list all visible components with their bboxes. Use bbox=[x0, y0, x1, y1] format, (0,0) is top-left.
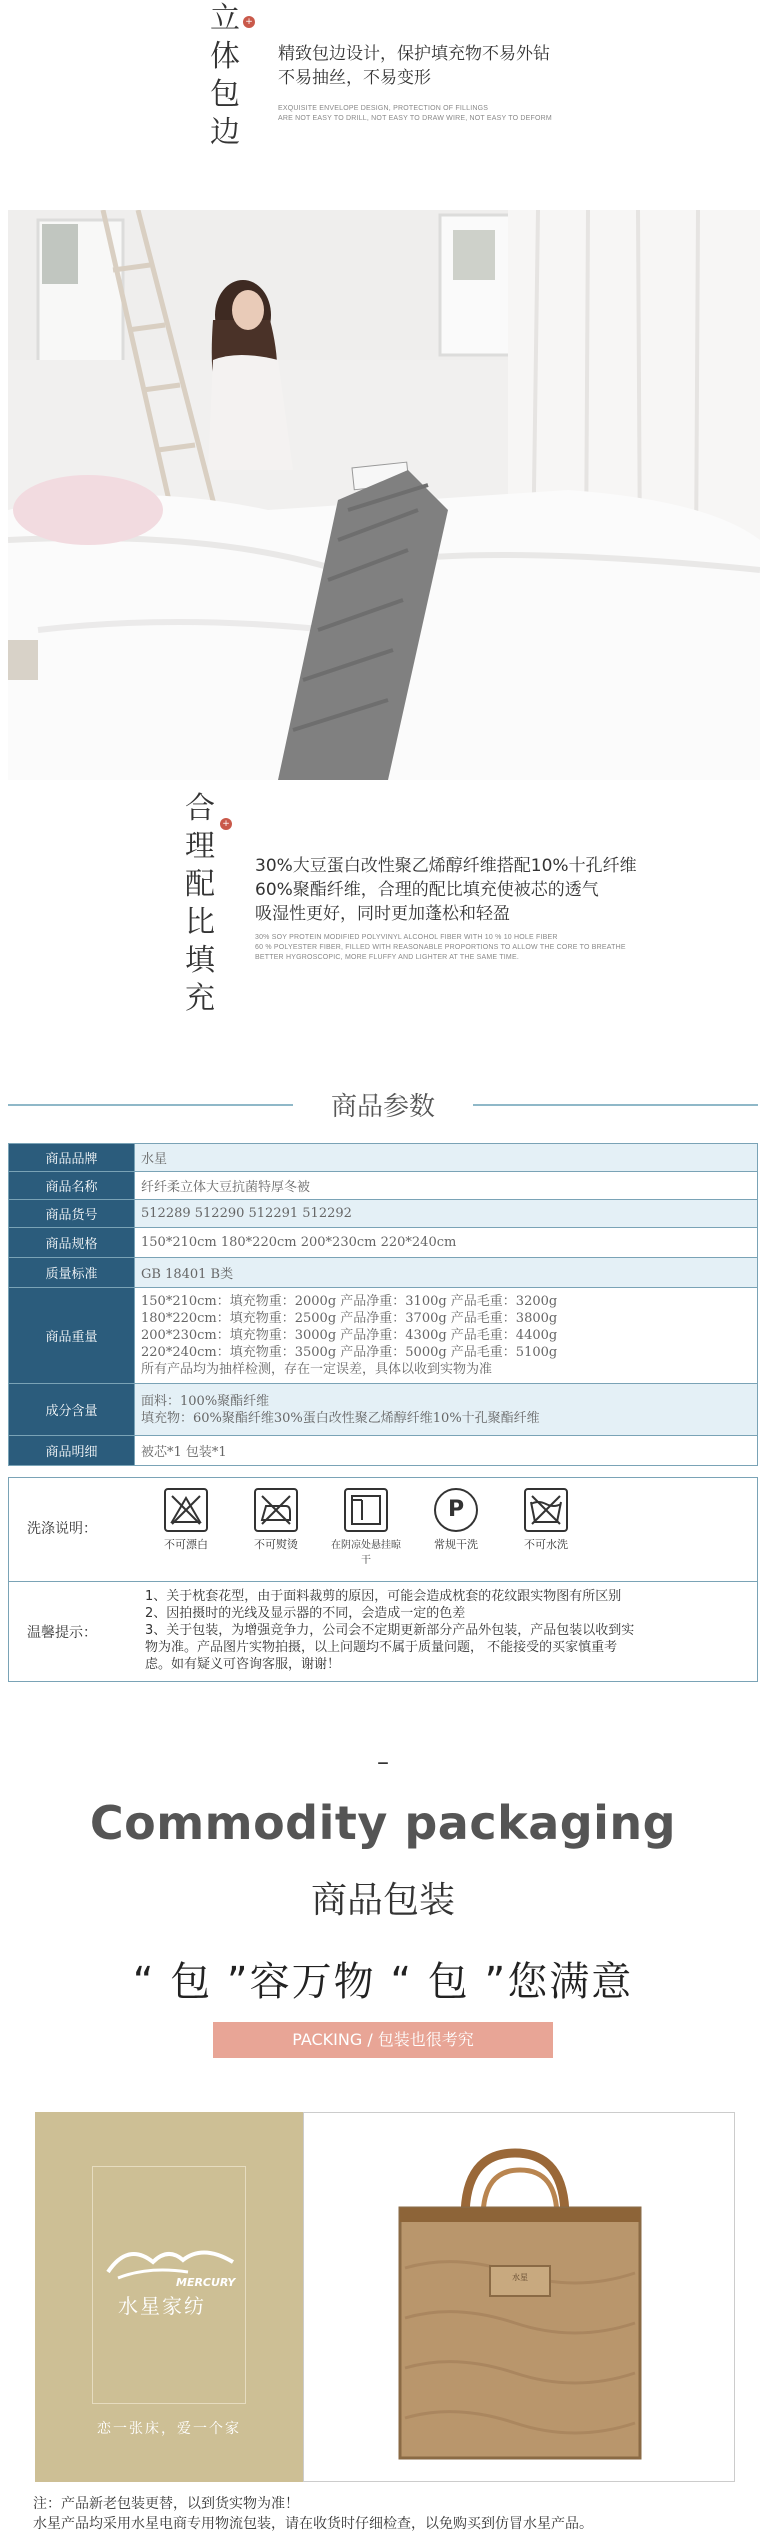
row-value: 512289 512290 512291 512292 bbox=[135, 1200, 758, 1228]
value-line: 220*240cm：填充物重：3500g 产品净重：5000g 产品毛重：5100g bbox=[141, 1345, 558, 1360]
title-char: 包 bbox=[210, 77, 240, 112]
title-char: 边 bbox=[210, 115, 240, 150]
en-line: BETTER HYGROSCOPIC, MORE FLUFFY AND LIGHTER AT THE SAME TIME. bbox=[255, 954, 519, 961]
value-line: 200*230cm：填充物重：3000g 产品净重：4300g 产品毛重：4400g bbox=[141, 1328, 558, 1343]
value-line: 填充物：60%聚酯纤维30%蛋白改性聚乙烯醇纤维10%十孔聚酯纤维 bbox=[141, 1410, 540, 1426]
dry-clean-p-icon: P bbox=[434, 1488, 478, 1532]
fill-ratio-en bbox=[255, 933, 755, 963]
no-wash-icon bbox=[524, 1488, 568, 1532]
brand-cn: 水星家纺 bbox=[118, 2294, 206, 2318]
packaging-title-en: Commodity packaging bbox=[89, 1796, 677, 1850]
title-char: 理 bbox=[185, 829, 215, 864]
wash-item-label: 不可漂白 bbox=[164, 1538, 208, 1551]
brand-en: MERCURY bbox=[176, 2276, 236, 2289]
table-row bbox=[9, 1172, 758, 1200]
tip-line: 3、关于包装，为增强竞争力，公司会不定期更新部分产品外包装，产品包装以收到实 bbox=[145, 1623, 635, 1638]
en-line: EXQUISITE ENVELOPE DESIGN, PROTECTION OF FILLINGS bbox=[278, 105, 489, 112]
row-value: 被芯*1 包装*1 bbox=[135, 1436, 758, 1466]
brand-tagline: 恋一张床，爱一个家 bbox=[97, 2421, 241, 2437]
row-label: 商品重量 bbox=[9, 1288, 135, 1384]
tumble-dry-low-icon bbox=[344, 1488, 388, 1532]
desc-line: 60%聚酯纤维，合理的配比填充使被芯的透气 bbox=[255, 880, 599, 900]
title-char: 充 bbox=[185, 981, 215, 1016]
table-row bbox=[9, 1288, 758, 1384]
no-iron-icon bbox=[254, 1488, 298, 1532]
en-line: ARE NOT EASY TO DRILL, NOT EASY TO DRAW WIRE, NOT EASY TO DEFORM bbox=[278, 115, 552, 122]
wash-item bbox=[331, 1488, 401, 1566]
tips-label: 温馨提示： bbox=[27, 1625, 97, 1641]
row-label: 商品品牌 bbox=[9, 1144, 135, 1172]
edge-binding-desc bbox=[278, 42, 738, 90]
wash-item-label: 不可熨烫 bbox=[254, 1538, 298, 1551]
row-label: 商品明细 bbox=[9, 1436, 135, 1466]
table-row bbox=[9, 1436, 758, 1466]
row-value: 水星 bbox=[135, 1144, 758, 1172]
row-value bbox=[135, 1384, 758, 1436]
wash-item bbox=[151, 1488, 221, 1552]
value-line: 150*210cm：填充物重：2000g 产品净重：3100g 产品毛重：3200g bbox=[141, 1294, 558, 1309]
warm-tips bbox=[8, 1582, 758, 1682]
edge-binding-en bbox=[278, 104, 738, 124]
section-edge-binding bbox=[0, 0, 766, 150]
desc-line: 不易抽丝，不易变形 bbox=[278, 68, 431, 88]
en-line: 30% SOY PROTEIN MODIFIED POLYVINYL ALCOHOL FIBER WITH 10 % 10 HOLE FIBER bbox=[255, 934, 558, 941]
wash-item-label: 在阴凉处悬挂晾干 bbox=[331, 1540, 401, 1566]
table-row bbox=[9, 1258, 758, 1288]
row-label: 成分含量 bbox=[9, 1384, 135, 1436]
wash-item-label: 常规干洗 bbox=[434, 1538, 478, 1551]
no-bleach-icon bbox=[164, 1488, 208, 1532]
wash-label: 洗涤说明： bbox=[27, 1521, 97, 1537]
packaging-dash: – bbox=[377, 1748, 389, 1776]
value-line: 180*220cm：填充物重：2500g 产品净重：3700g 产品毛重：3800g bbox=[141, 1311, 558, 1326]
value-line: 所有产品均为抽样检测，存在一定误差，具体以收到实物为准 bbox=[141, 1362, 493, 1377]
wash-item bbox=[241, 1488, 311, 1552]
fill-ratio-desc bbox=[255, 854, 755, 926]
packing-pill: PACKING / 包装也很考究 bbox=[213, 2022, 553, 2058]
tip-line: 1、关于枕套花型，由于面料裁剪的原因，可能会造成枕套的花纹跟实物图有所区别 bbox=[145, 1589, 622, 1604]
title-char: 比 bbox=[185, 905, 215, 940]
section-fill-ratio bbox=[0, 790, 766, 1030]
title-char: 立 bbox=[210, 1, 240, 36]
plus-badge-icon: + bbox=[220, 818, 232, 830]
params-divider-left bbox=[8, 1104, 293, 1106]
row-label: 商品规格 bbox=[9, 1228, 135, 1258]
row-value: GB 18401 B类 bbox=[135, 1258, 758, 1288]
row-value bbox=[135, 1288, 758, 1384]
params-title: 商品参数 bbox=[330, 1092, 435, 1122]
params-table-grid bbox=[8, 1143, 758, 1466]
tip-line: 2、因拍摄时的光线及显示器的不同，会造成一定的色差 bbox=[145, 1606, 466, 1621]
title-char: 体 bbox=[210, 39, 240, 74]
wash-item-label: 不可水洗 bbox=[524, 1538, 568, 1551]
desc-line: 精致包边设计，保护填充物不易外钻 bbox=[278, 44, 550, 64]
row-value: 纤纤柔立体大豆抗菌特厚冬被 bbox=[135, 1172, 758, 1200]
wash-item bbox=[511, 1488, 581, 1552]
row-label: 质量标准 bbox=[9, 1258, 135, 1288]
wash-instructions bbox=[8, 1477, 758, 1582]
table-row bbox=[9, 1200, 758, 1228]
row-label: 商品货号 bbox=[9, 1200, 135, 1228]
en-line: 60 % POLYESTER FIBER, FILLED WITH REASONABLE PROPORTIONS TO ALLOW THE CORE TO BREATHE bbox=[255, 944, 626, 951]
params-table bbox=[8, 1143, 758, 1466]
wash-item bbox=[421, 1488, 491, 1552]
table-row bbox=[9, 1228, 758, 1258]
packaging-notes bbox=[33, 2494, 753, 2534]
bedroom-photo-illustration bbox=[8, 210, 760, 780]
params-divider-right bbox=[473, 1104, 758, 1106]
packaging-title-cn: 商品包装 bbox=[310, 1880, 455, 1921]
row-value: 150*210cm 180*220cm 200*230cm 220*240cm bbox=[135, 1228, 758, 1258]
bedroom-photo bbox=[8, 210, 760, 780]
plus-badge-icon: + bbox=[243, 16, 255, 28]
packaging-bag-image bbox=[395, 2148, 645, 2468]
title-char: 合 bbox=[185, 791, 215, 826]
note-line: 注：产品新老包装更替，以到货实物为准！ bbox=[33, 2496, 299, 2512]
desc-line: 30%大豆蛋白改性聚乙烯醇纤维搭配10%十孔纤维 bbox=[255, 856, 637, 876]
desc-line: 吸湿性更好，同时更加蓬松和轻盈 bbox=[255, 904, 510, 924]
fill-ratio-title bbox=[180, 790, 220, 1018]
bag-label: 水星 bbox=[512, 2273, 528, 2282]
title-char: 配 bbox=[185, 867, 215, 902]
edge-binding-title bbox=[205, 0, 245, 152]
tip-line: 物为准。产品图片实物拍摄，以上问题均不属于质量问题， 不能接受的买家慎重考 bbox=[145, 1640, 618, 1655]
row-label: 商品名称 bbox=[9, 1172, 135, 1200]
packaging-slogan: “ 包 ”容万物 “ 包 ”您满意 bbox=[132, 1959, 634, 2005]
tip-line: 虑。如有疑义可咨询客服，谢谢！ bbox=[145, 1657, 341, 1672]
title-char: 填 bbox=[185, 943, 215, 978]
table-row bbox=[9, 1384, 758, 1436]
value-line: 面料：100%聚酯纤维 bbox=[141, 1393, 270, 1409]
tips-text bbox=[145, 1588, 745, 1673]
table-row bbox=[9, 1144, 758, 1172]
note-line: 水星产品均采用水星电商专用物流包装，请在收货时仔细检查，以免购买到仿冒水星产品。 bbox=[33, 2516, 593, 2532]
